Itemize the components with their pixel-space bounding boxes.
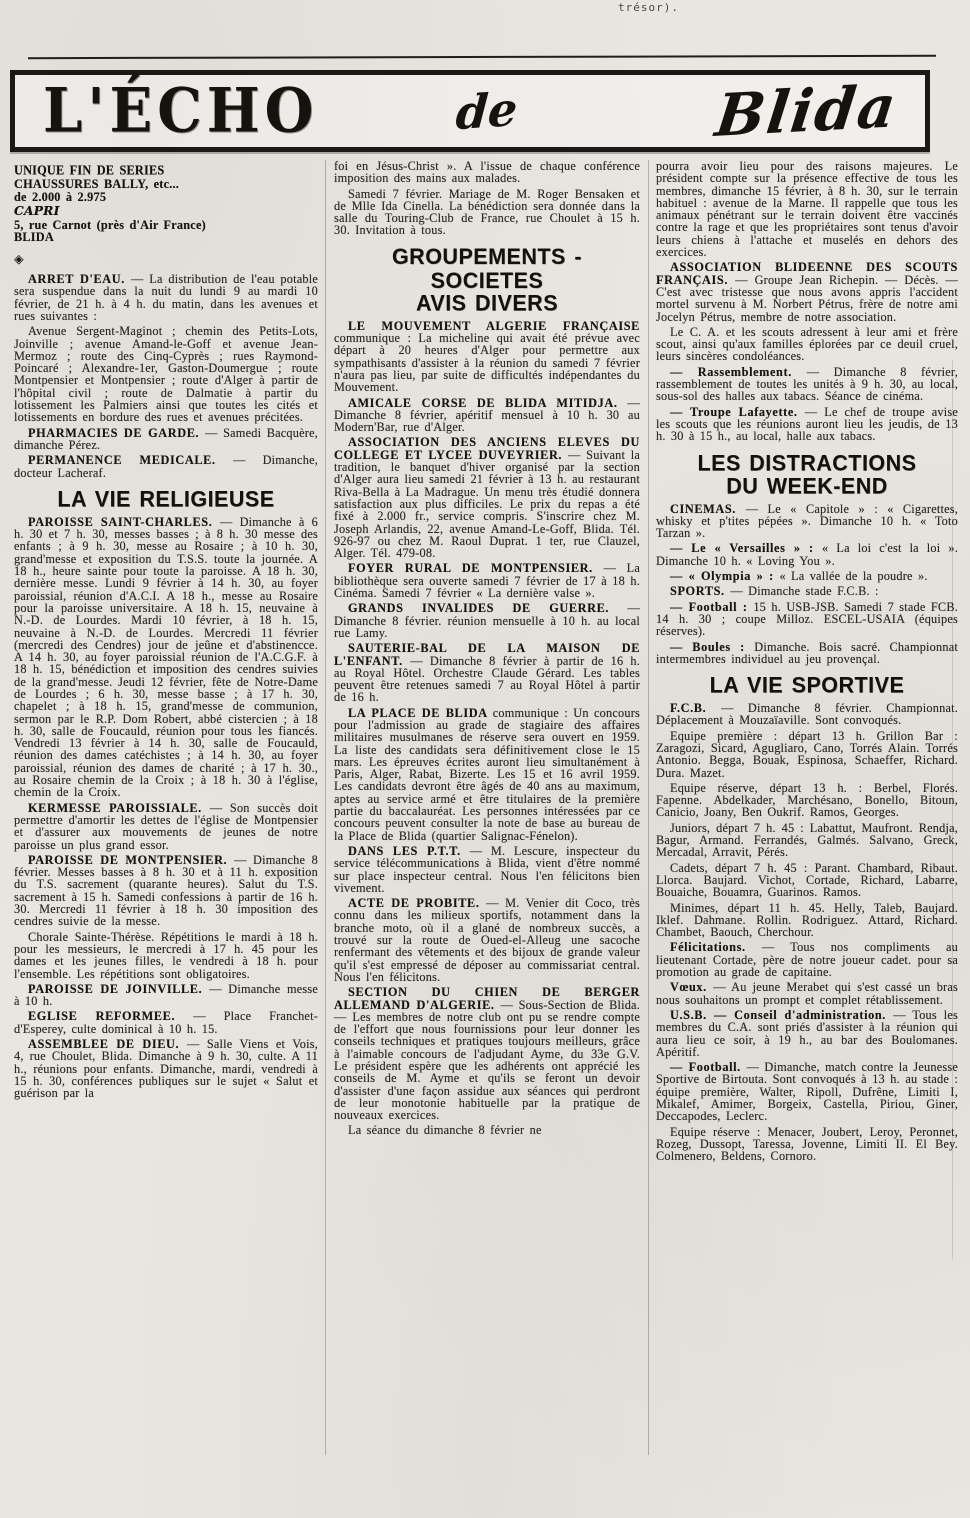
paragraph-text: Le C. A. et les scouts adressent à leur ami et frère scout, ainsi qu'aux familles éplorées par ce deuil cruel, leurs sincères condoléances.	[656, 324, 958, 364]
paragraph-text: — La distribution de l'eau potable sera suspendue dans la nuit du lundi 9 au mardi 10 février, de 21 h. à 4 h. du matin, dans les avenues et rues suivantes :	[14, 272, 319, 323]
article-paragraph	[14, 325, 318, 423]
article-paragraph	[656, 601, 958, 638]
article-paragraph	[656, 702, 958, 727]
section-heading	[656, 674, 958, 697]
run-in-head: PHARMACIES DE GARDE.	[28, 425, 206, 440]
section-heading-line: LA VIE SPORTIVE	[709, 672, 905, 698]
article-paragraph	[656, 366, 958, 403]
ad-city: BLIDA	[14, 230, 54, 245]
paragraph-text: — Dimanche, match contre la Jeunesse Sportive de Birtouta. Sont convoqués à 13 h. au stade : équipe première, Walter, Ripoll, Dufrêne, Limiti I, Mikalef, Amimer, Borgeix, Castella, Piriou, Giner, Deccapodes, Leclerc.	[656, 1060, 958, 1124]
article-paragraph	[14, 273, 318, 322]
paragraph-text: — La bibliothèque sera ouverte samedi 7 février de 17 à 18 h. Cinéma. Samedi 7 février « La dernière valse ».	[334, 561, 640, 601]
article-paragraph	[334, 397, 640, 434]
paragraph-text: foi en Jésus-Christ ». A l'issue de chaque conférence imposition des mains aux malades.	[334, 159, 640, 186]
run-in-head: ASSEMBLEE DE DIEU.	[28, 1037, 187, 1051]
section-heading-line: GROUPEMENTS - SOCIETES	[391, 243, 583, 293]
paragraph-text: La séance du dimanche 8 février ne	[348, 1123, 542, 1138]
article-paragraph	[334, 602, 640, 639]
run-in-head: — Troupe Lafayette.	[670, 404, 805, 419]
ad-subline: CHAUSSURES BALLY, etc...	[14, 177, 180, 192]
article-paragraph	[334, 897, 640, 983]
paragraph-text: — Dimanche messe à 10 h.	[14, 981, 319, 1009]
ad-price-line: de 2.000 à 2.975	[14, 189, 107, 204]
ad-brand-name: CAPRI	[14, 202, 60, 218]
article-paragraph	[334, 642, 640, 703]
cropped-text-fragment: trésor).	[618, 1, 679, 14]
paragraph-text: — Le chef de troupe avise les scouts que les réunions auront lieu les jeudis, de 13 h. 30 à 15 h., au local, halle aux tabacs.	[656, 404, 958, 444]
article-paragraph	[14, 931, 318, 980]
run-in-head: PAROISSE DE JOINVILLE.	[28, 981, 210, 996]
article-paragraph	[656, 406, 958, 443]
article-paragraph	[14, 1038, 318, 1099]
paragraph-text: Equipe réserve : Menacer, Joubert, Leroy, Peronnet, Rozeg, Dussopt, Taressa, Jovenne, Limiti II. El Bey. Colmenero, Beldens, Cornoro.	[656, 1124, 958, 1164]
paragraph-text: — Sous-Section de Blida. — Les membres de notre club ont pu se rendre compte de l'effort que nous fournissions pour leur donner les conseils techniques et pratiques toujours meilleurs, grâce à l'aimable concours de l'adjudant Ayme, du 33e G.V. Le président espère que les adhérents ont apprécié les conseils de M. Ayme et qu'ils se feront un devoir d'assister d'une façon assidue aux séances qui perdront de leur monotonie habituelle par la pratique de nouveaux exercices.	[334, 997, 640, 1123]
paragraph-text: — Salle Viens et Vois, 4, rue Choulet, Blida. Dimanche à 9 h. 30, culte. A 11 h., réunions pour enfants. Dimanche, mardi, vendredi à 15 h. 30, conférences publiques sur le sujet « Salut et guérison par la	[14, 1037, 318, 1101]
paragraph-text: — Suivant la tradition, le banquet d'hiver organisé par la section d'Alger aura lieu samedi 21 février à 13 h. au restaurant Riva-Bella à La Madrague. Un menu très étudié donnera satisfaction aux plus difficiles. Le prix du repas a été fixé à 2.000 fr., service compris. S'inscrire chez M. Joseph Arlandis, 22, avenue Amand-Le-Goff, Blida. Tél. 926-97 ou chez M. Raoul Duprat. 1 ter, rue Clauzel, Alger. Tél. 479-08.	[334, 447, 640, 561]
run-in-head: ARRET D'EAU.	[28, 272, 132, 287]
paragraph-text: — Dimanche 8 février, rassemblement de toutes les unités à 9 h. 30, au local, sous-sol des halles aux tabacs. Séance de cinéma.	[656, 364, 959, 404]
article-paragraph	[656, 570, 958, 582]
article-paragraph	[656, 782, 958, 819]
masthead	[10, 70, 930, 152]
paragraph-text: — Dimanche 8 février, apéritif mensuel à 10 h. 30 au Modern'Bar, rue d'Alger.	[334, 395, 640, 435]
article-paragraph	[656, 542, 958, 567]
run-in-head: LA PLACE DE BLIDA	[348, 705, 493, 720]
run-in-head: — Football.	[670, 1060, 747, 1075]
paragraph-text: Juniors, départ 7 h. 45 : Labattut, Maufront. Rendja, Bagur, Armand. Ferrandés, Galmés. Salvano, Greck, Mercadal, Arravit, Pérés.	[656, 820, 958, 860]
article-paragraph	[656, 730, 958, 779]
article-paragraph	[656, 1061, 958, 1122]
run-in-head: SAUTERIE-BAL DE LA MAISON DE L'ENFANT.	[334, 641, 640, 668]
article-paragraph	[656, 326, 958, 363]
article-paragraph	[656, 585, 958, 597]
paragraph-text: 15 h. USB-JSB. Samedi 7 stade FCB. 14 h. 30 ; coupe Milloz. ESCEL-USAIA (équipes réserves).	[656, 599, 958, 639]
section-heading-line: DU WEEK-END	[726, 472, 888, 499]
section-heading	[334, 243, 640, 316]
run-in-head: PERMANENCE MEDICALE.	[28, 453, 234, 468]
article-paragraph	[656, 822, 958, 859]
run-in-head: F.C.B.	[670, 701, 722, 716]
run-in-head: SECTION DU CHIEN DE BERGER ALLEMAND D'ALGERIE.	[334, 985, 640, 1012]
article-paragraph	[656, 981, 958, 1006]
column-1	[14, 160, 318, 1102]
paragraph-text: communique : La micheline qui avait été prévue avec départ à 20 heures d'Alger pour permettre aux sympathisants d'assister à la réunion du samedi 7 février n'aura pas lieu, par suite de difficultés indépendantes du Mouvement.	[334, 331, 640, 395]
article-paragraph	[334, 320, 640, 394]
article-paragraph	[656, 160, 958, 258]
article-paragraph	[656, 1009, 958, 1058]
column-divider-2	[648, 160, 649, 1455]
article-paragraph	[656, 902, 958, 939]
column-3	[656, 160, 958, 1165]
paragraph-text: Minimes, départ 11 h. 45. Helly, Taleb, Baujard. Iklef. Dahmane. Rollin. Rodriguez. Attard, Richard. Chambet, Baouch, Cherchour.	[656, 900, 958, 940]
article-paragraph	[334, 986, 640, 1121]
article-paragraph	[14, 1010, 318, 1035]
article-paragraph	[334, 160, 640, 185]
article-paragraph	[334, 707, 640, 842]
paragraph-text: Cadets, départ 7 h. 45 : Parant. Chambard, Ribaut. Llorca. Baujard. Vichot, Cortade, Richard, Labarre, Bouaiche, Bouamra, Guarinos. Ramos.	[656, 860, 958, 900]
run-in-head: AMICALE CORSE DE BLIDA MITIDJA.	[348, 395, 628, 410]
paragraph-text: — Son succès doit permettre d'amortir les dettes de l'église de Montpensier et d'assurer aux mouvements de jeunes de notre paroisse un plus grand essor.	[14, 800, 319, 852]
paragraph-text: — Groupe Jean Richepin. — Décès. — C'est avec tristesse que nous avons appris l'accident mortel survenu à M. Norbert Pétrus, frère de notre ami Jocelyn Pétrus, membre de notre association.	[656, 272, 959, 324]
section-heading	[14, 488, 318, 511]
masthead-title-de: de	[454, 81, 520, 141]
paragraph-text: — Dimanche stade F.C.B. :	[730, 584, 879, 599]
paragraph-text: — Dimanche, docteur Lacheraf.	[14, 453, 318, 480]
article-paragraph	[656, 862, 958, 899]
top-rule	[28, 55, 936, 59]
ad-headline: UNIQUE FIN DE SERIES	[14, 162, 165, 178]
paragraph-text: — Dimanche 8 février. Messes basses à 8 h. 30 et à 11 h. exposition du T.S. sacrement (quarante heures). Salut du T.S. sacrement à 15 h. Samedi confessions à partir de 16 h. 30. Mercredi 11 février à 18 h. 30 imposition des cendres suivie de la messe.	[14, 852, 318, 929]
article-paragraph	[656, 503, 958, 540]
column-divider-1	[325, 160, 326, 1455]
run-in-head: GRANDS INVALIDES DE GUERRE.	[348, 601, 628, 616]
paragraph-text: — Dimanche 8 février. Championnat. Déplacement à Mouzaïaville. Sont convoqués.	[656, 701, 958, 728]
paragraph-text: Dimanche. Bois sacré. Championnat intermembres individuel au jeu provençal.	[656, 639, 958, 666]
article-paragraph	[656, 641, 958, 666]
paragraph-text: « La vallée de la poudre ».	[779, 569, 928, 584]
paragraph-text: « La loi c'est la loi ». Dimanche 10 h. « Loving You ».	[656, 541, 958, 568]
paragraph-text: — Dimanche à 6 h. 30 et 7 h. 30, messes basses ; à 8 h. 30 messe des enfants ; à 9 h. 30, messe au Rosaire ; à 10 h. 30, grand'messe et exposition du T.S.S. toute la journée. A 18 h., heure sainte pour toute la paroisse. A 18 h. 30, dernière messe. Lundi 9 février à 14 h. 30, au foyer paroissial, réunion d'A.C.I. A 18 h., messe au Rosaire pour la paroisse universitaire. A 18 h. 15, neuvaine à N.-D. de Lourdes. Mardi 10 février, à 18 h. 15, neuvaine à N.-D. de Lourdes. Mercredi 11 février (mercredi des Cendres) jour de jeûne et d'abstinencce. A 14 h. 30, au foyer paroissial réunion de l'A.C.G.F. à 18 h. 15, bénédiction et imposition des cendres suivies de la grand'messe. Jeudi 12 février, fête de Notre-Dame de Lourdes ; 6 h. 30, messe basse ; à 17 h. 30, chapelet ; à 18 h. 15, grand'messe de communion, sermon par le R.P. Dom Robert, abbé cistercien ; à 18 h. 30, salle de Foucauld, réunion pour tous les fiancés. Vendredi 13 février à 14 h. 30, salle de Foucauld, réunion des dames catéchistes ; à 14 h. 30, au foyer paroissial, réunion des dames de charité ; à 17 h. 30., au Rosaire chemin de la Croix ; à 18 h. 30 à l'église, chemin de la Croix.	[14, 514, 318, 800]
run-in-head: FOYER RURAL DE MONTPENSIER.	[348, 561, 604, 576]
run-in-head: LE MOUVEMENT ALGERIE FRANÇAISE	[348, 318, 640, 333]
paragraph-text: — Le « Capitole » : « Cigarettes, whisky et p'tites pépées ». Dimanche 10 h. « Toto Tarzan ».	[656, 501, 959, 541]
article-paragraph	[656, 261, 958, 322]
paragraph-text: — Tous les membres du C.A. sont priés d'assister à la réunion qui aura lieu ce soir, à 19 h., au bar des Boulomanes. Apéritif.	[656, 1007, 958, 1059]
section-heading-line: LA VIE RELIGIEUSE	[57, 486, 275, 512]
run-in-head: DANS LES P.T.T.	[348, 843, 470, 858]
ad-address: 5, rue Carnot (près d'Air France)	[14, 218, 206, 233]
run-in-head: CINEMAS.	[670, 501, 746, 516]
masthead-title-main: L'ÉCHO	[43, 75, 319, 147]
article-paragraph	[14, 854, 318, 928]
paragraph-text: Samedi 7 février. Mariage de M. Roger Bensaken et de Mlle Ida Cinella. La bénédiction sera donnée dans la salle du Touring-Club de France, rue Choulet à 15 h. 30. Invitation à tous.	[334, 186, 640, 238]
run-in-head: — « Olympia » :	[670, 569, 780, 584]
paragraph-text: — Tous nos compliments au lieutenant Cortade, père de notre joueur cadet. pour sa promotion au grade de capitaine.	[656, 940, 958, 980]
section-heading	[656, 449, 958, 499]
diamond-ornament: ◈	[14, 251, 24, 266]
article-paragraph	[334, 1124, 640, 1136]
article-paragraph	[656, 1126, 958, 1163]
paragraph-text: Equipe première : départ 13 h. Grillon Bar : Zaragozi, Sicard, Agugliaro, Cano, Torrés Alain. Torrés Antonio. Begga, Bouak, Espinosa, Schaeffer, Richard. Dura. Mazet.	[656, 728, 958, 780]
paragraph-text: — M. Lescure, inspecteur du service télécommunications à Blida, vient d'être nommé sur place inspecteur central. Nous l'en félicitons bien vivement.	[334, 843, 640, 895]
run-in-head: PAROISSE SAINT-CHARLES.	[28, 514, 220, 529]
run-in-head: ACTE DE PROBITE.	[348, 896, 487, 911]
section-heading-line: AVIS DIVERS	[415, 290, 559, 316]
run-in-head: Félicitations.	[670, 940, 763, 955]
paragraph-text: — M. Venier dit Coco, très connu dans les milieux sportifs, notamment dans la branche moto, où il a glané de nombreux succès, a trouvé sur la route de Oued-el-Alleug une sacoche renfermant des vêtements et des bijoux de grande valeur qu'il s'est empressé de déposer au commissariat central. Nous l'en félicitons.	[334, 896, 641, 984]
paragraph-text: Avenue Sergent-Maginot ; chemin des Petits-Lots, Joinville ; avenue Amand-le-Goff et avenue Jean-Mermoz ; route des Cinq-Cyprès ; rues Raymond-Poincaré ; Alexandre-1er, Gaston-Doumergue ; route Montpensier et Montpensier ; route d'Alger à partir de l'hôpital civil ; route de Dalmatie à partir du lotissement les Palmiers ainsi que toutes les cités et lotissements en bordure des rues et avenues précitées.	[14, 324, 318, 425]
article-paragraph	[14, 983, 318, 1008]
run-in-head: — Football :	[670, 599, 754, 614]
article-paragraph	[334, 436, 640, 559]
article-paragraph	[334, 562, 640, 599]
paragraph-text: — Place Franchet-d'Esperey, culte dominical à 10 h. 15.	[14, 1009, 318, 1036]
article-paragraph	[656, 941, 958, 978]
run-in-head: EGLISE REFORMEE.	[28, 1009, 194, 1024]
masthead-title-city: Blida	[711, 71, 902, 151]
article-paragraph	[14, 802, 318, 851]
paragraph-text: communique : Un concours pour l'admission au grade de stagiaire des affaires militaires musulmanes de réserve sera ouvert en 1959. La liste des candidats sera définitivement close le 15 mars. Les épreuves écrites auront lieu simultanément à Paris, Alger, Rabat, Bizerte. Les 15 et 16 avril 1959. Les candidats devront être âgés de 40 ans au maximum, aptes au service armé et être titulaires de la première partie du baccalauréat. Les personnes intéressées par ce concours peuvent consulter la note de base au bureau de la Place de Blida (quartier Salignac-Fénelon).	[334, 705, 641, 843]
run-in-head: U.S.B. — Conseil d'administration.	[670, 1007, 894, 1022]
run-in-head: Vœux.	[670, 980, 714, 995]
paragraph-text: — Dimanche 8 février à partir de 16 h. au Royal Hôtel. Orchestre Claude Gérard. Les tables peuvent être retenues samedi 7 au Royal Hôtel à partir de 16 h.	[334, 653, 641, 705]
article-paragraph	[334, 188, 640, 237]
section-heading-line: LES DISTRACTIONS	[697, 449, 917, 476]
paragraph-text: — Au jeune Merabet qui s'est cassé un bras nous souhaitons un prompt et complet rétablissement.	[656, 980, 958, 1007]
article-paragraph	[334, 845, 640, 894]
paragraph-text: Chorale Sainte-Thérèse. Répétitions le mardi à 18 h. pour les messieurs, le mercredi à 17 h. 45 pour les dames et les jeunes filles, le vendredi à 18 h. pour l'ensemble. Les répétitions sont obligatoires.	[14, 929, 318, 981]
paragraph-text: Equipe réserve, départ 13 h. : Berbel, Florés. Fapenne. Abdelkader, Marchésano, Bonello, Bitoun, Canicio, Joany, Ben Oukrif. Ramos, Georges.	[656, 780, 958, 820]
run-in-head: ASSOCIATION DES ANCIENS ELEVES DU COLLEGE ET LYCEE DUVEYRIER.	[334, 435, 640, 462]
column-2	[334, 160, 640, 1140]
paragraph-text: — Samedi Bacquère, dimanche Pérez.	[14, 425, 318, 452]
run-in-head: ASSOCIATION BLIDEENNE DES SCOUTS FRANÇAIS.	[656, 260, 958, 287]
run-in-head: KERMESSE PAROISSIALE.	[28, 800, 210, 815]
article-paragraph	[14, 454, 318, 479]
article-paragraph	[14, 427, 318, 452]
paragraph-text: — Dimanche 8 février. réunion mensuelle à 10 h. au local rue Lamy.	[334, 601, 640, 640]
paragraph-text: pourra avoir lieu pour des raisons majeures. Le président compte sur la présence effective de tous les membres, dimanche 15 février, à 8 h. 30, sur le terrain habituel : avenue de la Marne. Il rappelle que tous les animaux pénétrant sur le terrain doivent être vaccinés contre la rage et que les propriétaires sont tenus d'avoir leurs chiens à l'attache et muselés en dehors des exercices.	[656, 159, 958, 260]
run-in-head: — Rassemblement.	[670, 364, 807, 379]
run-in-head: PAROISSE DE MONTPENSIER.	[28, 852, 235, 867]
article-paragraph	[14, 516, 318, 799]
run-in-head: — Le « Versailles » :	[670, 541, 823, 556]
run-in-head: SPORTS.	[670, 584, 731, 599]
run-in-head: — Boules :	[670, 639, 755, 654]
